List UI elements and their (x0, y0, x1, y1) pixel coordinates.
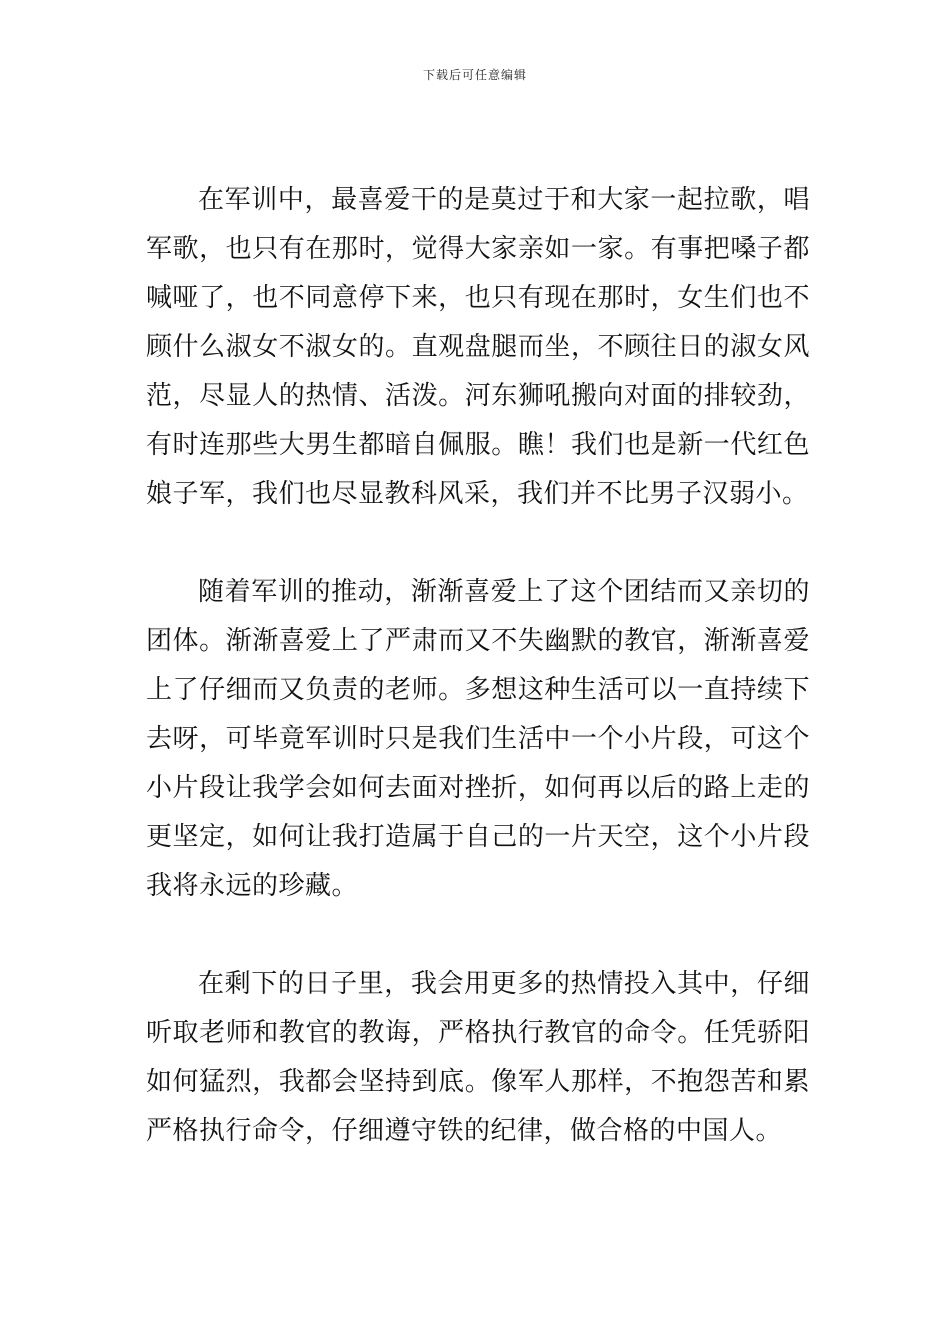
document-body (146, 176, 810, 1156)
paragraph-3: 在剩下的日子里，我会用更多的热情投入其中，仔细听取老师和教官的教诲，严格执行教官的命令。任凭骄阳如何猛烈，我都会坚持到底。像军人那样，不抱怨苦和累严格执行命令，仔细遵守铁的纪律，做合格的中国人。 (146, 969, 810, 1146)
paragraph-1: 在军训中，最喜爱干的是莫过于和大家一起拉歌，唱军歌，也只有在那时，觉得大家亲如一家。有事把嗓子都喊哑了，也不同意停下来，也只有现在那时，女生们也不顾什么淑女不淑女的。直观盘腿而坐，不顾往日的淑女风范，尽显人的热情、活泼。河东狮吼搬向对面的排较劲，有时连那些大男生都暗自佩服。瞧！我们也是新一代红色娘子军，我们也尽显教科风采，我们并不比男子汉弱小。 (146, 185, 810, 509)
header-note: 下载后可任意编辑 (422, 68, 527, 82)
paragraph-2: 随着军训的推动，渐渐喜爱上了这个团结而又亲切的团体。渐渐喜爱上了严肃而又不失幽默的教官，渐渐喜爱上了仔细而又负责的老师。多想这种生活可以一直持续下去呀，可毕竟军训时只是我们生活中一个小片段，可这个小片段让我学会如何去面对挫折，如何再以后的路上走的更坚定，如何让我打造属于自己的一片天空，这个小片段我将永远的珍藏。 (146, 577, 810, 901)
